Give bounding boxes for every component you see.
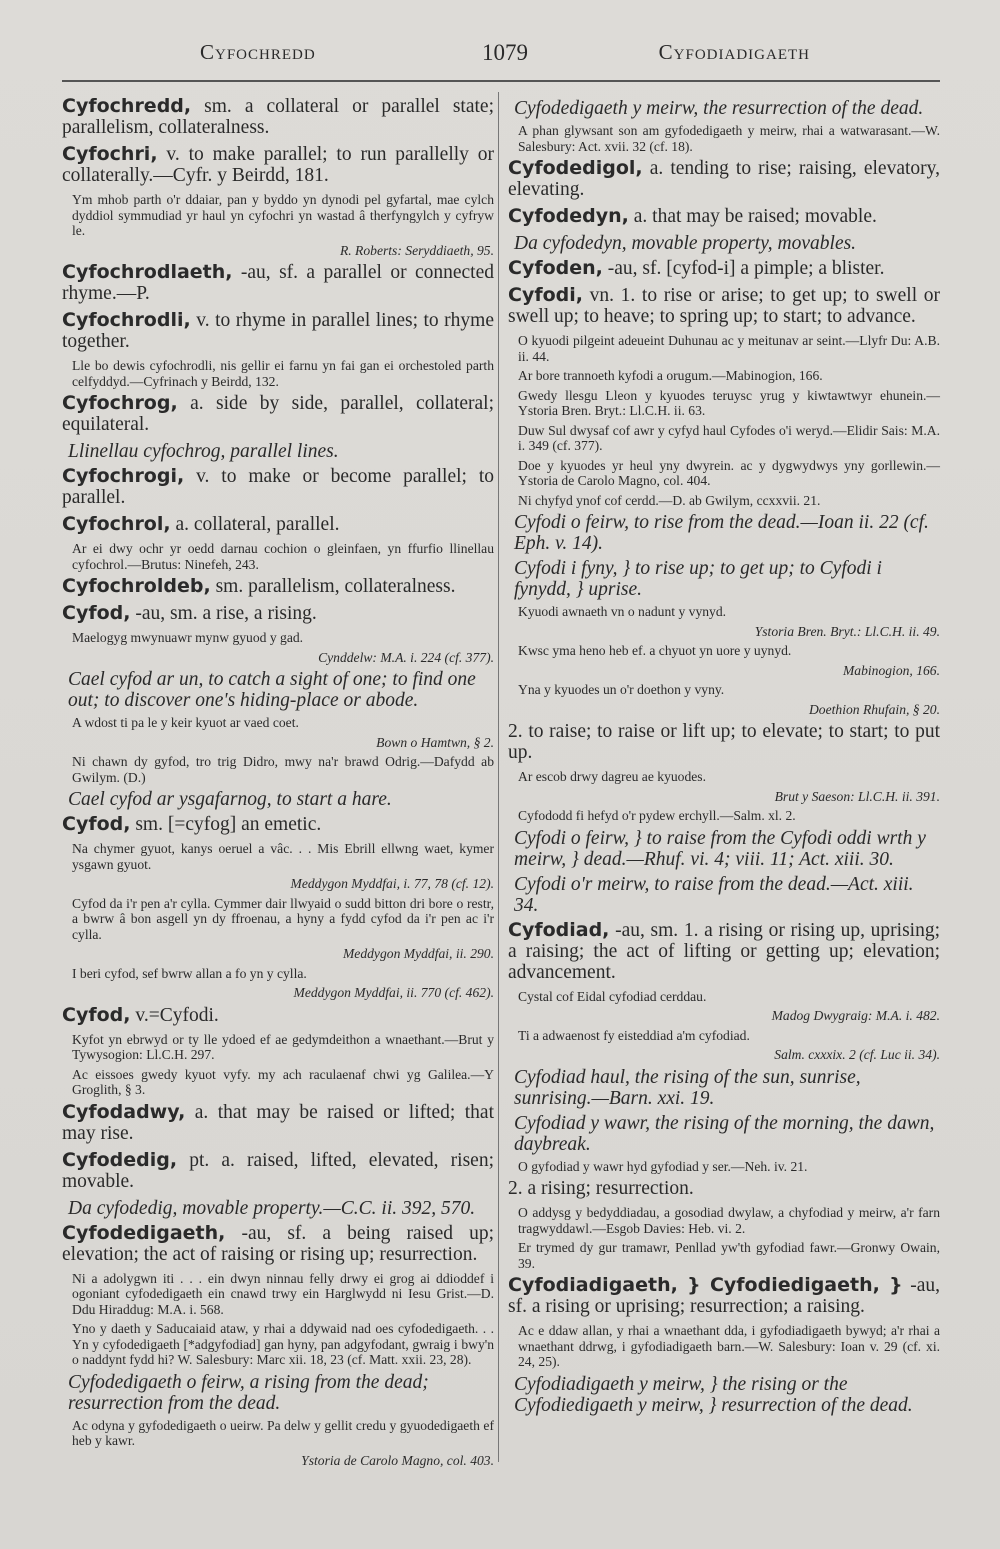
headword: Cyfodedigol, — [508, 157, 643, 179]
header-first-word: Cyfochredd — [200, 40, 316, 64]
phrase-entry: Cyfodiad y wawr, the rising of the morning, the dawn, daybreak. — [514, 1112, 935, 1155]
dictionary-entry — [62, 262, 494, 304]
header-rule — [62, 80, 940, 82]
headword: Cyfodedigaeth, — [62, 1221, 226, 1244]
header-last-word: Cyfodiadigaeth — [658, 40, 810, 64]
headword: Cyfochroldeb, — [62, 575, 211, 597]
definition: a. that may be raised or lifted; that may rise. — [62, 1101, 495, 1144]
dictionary-entry — [508, 1275, 940, 1317]
definition: sm. a collateral or parallel state; parallelism, collateralness. — [62, 96, 494, 138]
phrase-entry: Cael cyfod ar ysgafarnog, to start a hare. — [68, 789, 392, 810]
phrase-entry: Cyfodedigaeth y meirw, the resurrection of the dead. — [514, 98, 924, 119]
dictionary-entry — [508, 920, 940, 983]
dictionary-entry — [62, 1223, 494, 1265]
phrase-entry: Da cyfodedig, movable property.—C.C. ii. 392, 570. — [68, 1197, 476, 1219]
headword: Cyfoden, — [508, 257, 603, 279]
dictionary-entry — [62, 310, 494, 352]
citation-quote: O kyuodi pilgeint adeueint Duhunau ac y meitunav ar seint.—Llyfr Du: A.B. ii. 44. — [518, 333, 940, 364]
headword: Cyfochrogi, — [62, 465, 185, 487]
citation-quote: Er trymed dy gur tramawr, Penllad yw'th gyfodiad fawr.—Gronwy Owain, 39. — [518, 1240, 940, 1271]
citation-quote: Ni chawn dy gyfod, tro trig Didro, mwy na'r brawd Odrig.—Dafydd ab Gwilym. (D.) — [72, 754, 494, 785]
citation-source: Doethion Rhufain, § 20. — [808, 701, 940, 717]
phrase-entry: Cyfodi o feirw, to rise from the dead.—Ioan ii. 22 (cf. Eph. v. 14). — [514, 512, 929, 554]
citation-quote: Lle bo dewis cyfochrodli, nis gellir ei farnu yn fai gan ei orchestoled parth celfyddyd.—Cyfrinach y Beirdd, 132. — [72, 358, 494, 389]
page-number: 1079 — [482, 40, 528, 65]
citation-quote: Ar escob drwy dagreu ae kyuodes. — [518, 769, 706, 784]
headword: Cyfochrog, — [62, 392, 178, 414]
citation-quote: Duw Sul dwysaf cof awr y cyfyd haul Cyfodes o'i weryd.—Elidir Sais: M.A. i. 349 (cf. 377). — [518, 422, 940, 453]
left-column — [62, 96, 494, 1472]
definition: pt. a. raised, lifted, elevated, risen; movable. — [62, 1149, 494, 1192]
citation-quote: Doe y kyuodes yr heul yny dwyrein. ac y dygwydwys yny gorllewin.—Ystoria de Carolo Magno, col. 404. — [518, 457, 940, 488]
citation-quote: Kyuodi awnaeth vn o nadunt y vynyd. — [518, 604, 727, 619]
headword: Cyfochrodlaeth, — [62, 261, 233, 283]
dictionary-entry — [508, 158, 940, 200]
citation-quote: O gyfodiad y wawr hyd gyfodiad y ser.—Neh. iv. 21. — [518, 1158, 808, 1174]
citation-quote: Ar ei dwy ochr yr oedd darnau cochion o gleinfaen, yn ffurfio llinellau cyfochrol.—Brutus: Ninefeh, 243. — [72, 541, 494, 572]
citation-quote: Ym mhob parth o'r ddaiar, pan y byddo yn dynodi pel gyfartal, mae cylch dyddiol symmudiad yr haul yn cyfochri yn wastad â therfyngylch y cyfryw le. — [72, 192, 494, 238]
citation-source: Salm. cxxxix. 2 (cf. Luc ii. 34). — [774, 1047, 940, 1062]
dictionary-entry — [62, 576, 494, 597]
phrase-entry: Cyfodi i fyny, } to rise up; to get up; to Cyfodi i fynydd, } uprise. — [514, 558, 882, 600]
headword: Cyfod, — [62, 1003, 131, 1026]
phrase-entry: Cyfodi o feirw, } to raise from the Cyfodi oddi wrth y meirw, } dead.—Rhuf. vi. 4; viii. 11; Act. xiii. 30. — [514, 827, 926, 870]
citation-quote: Na chymer gyuot, kanys oeruel a vâc. . . Mis Ebrill ellwng waet, kymer ysgawn gyuot. — [72, 841, 494, 872]
citation-source: Madog Dwygraig: M.A. i. 482. — [771, 1008, 940, 1023]
headword: Cyfodiadigaeth, } Cyfodiedigaeth, } — [508, 1274, 903, 1296]
dictionary-entry — [62, 393, 494, 435]
dictionary-entry — [508, 721, 940, 763]
phrase-entry: Cyfodi o'r meirw, to raise from the dead.—Act. xiii. 34. — [514, 873, 914, 916]
dictionary-entry — [508, 285, 940, 327]
dictionary-entry — [62, 1150, 494, 1192]
definition: -au, sm. 1. a rising or rising up, uprising; a raising; the act of lifting or getting up; elevation; advancement. — [508, 919, 940, 983]
definition: a. that may be raised; movable. — [633, 206, 877, 227]
citation-quote: Kyfot yn ebrwyd or ty lle ydoed ef ae gedymdeithon a wnaethant.—Brut y Tywysogion: Ll.C.H. 297. — [72, 1031, 494, 1062]
citation-quote: Gwedy llesgu Lleon y kyuodes teruysc yrug y kiwtawtwyr ehunein.—Ystoria Bren. Bryt.: Ll.C.H. ii. 63. — [518, 387, 940, 418]
citation-quote: Cyfododd fi hefyd o'r pydew erchyll.—Salm. xl. 2. — [518, 808, 796, 823]
dictionary-entry — [62, 96, 494, 138]
phrase-entry: Cael cyfod ar un, to catch a sight of one; to find one out; to discover one's hiding-place or abode. — [68, 669, 476, 711]
citation-source: Brut y Saeson: Ll.C.H. ii. 391. — [774, 788, 940, 804]
definition: -au, sm. a rise, a rising. — [135, 603, 317, 624]
headword: Cyfodiad, — [508, 918, 610, 941]
headword: Cyfod, — [62, 602, 131, 624]
definition: v.=Cyfodi. — [135, 1004, 219, 1026]
definition: v. to rhyme in parallel lines; to rhyme together. — [62, 310, 494, 352]
right-column — [508, 96, 940, 1420]
citation-quote: Yna y kyuodes un o'r doethon y vyny. — [518, 682, 725, 697]
dictionary-entry — [508, 206, 940, 227]
citation-quote: Kwsc yma heno heb ef. a chyuot yn uore y uynyd. — [518, 643, 792, 658]
dictionary-entry — [62, 603, 494, 624]
headword: Cyfochrodli, — [62, 309, 191, 331]
citation-quote: Ni a adolygwn iti . . . ein dwyn ninnau felly drwy ei grog ai ddioddef i ogoniant cyfodedigaeth ein cnawd trwy ein Harglwydd ni Iesu Grist.—D. Ddu Hiraddug: M.A. i. 568. — [72, 1270, 494, 1317]
citation-quote: Ti a adwaenost fy eisteddiad a'm cyfodiad. — [518, 1027, 750, 1043]
citation-quote: Ac odyna y gyfodedigaeth o ueirw. Pa delw y gellit credu y gyuodedigaeth ef heb y kawr. — [72, 1417, 494, 1448]
dictionary-entry — [62, 814, 494, 835]
citation-quote: A wdost ti pa le y keir kyuot ar vaed coet. — [72, 715, 299, 730]
definition: a. collateral, parallel. — [175, 514, 340, 535]
column-divider — [498, 92, 499, 1462]
citation-quote: O addysg y bedyddiadau, a gosodiad dwylaw, a chyfodiad y meirw, a'r farn tragwyddawl.—Esgob Davies: Heb. vi. 2. — [518, 1205, 940, 1236]
definition: v. to make parallel; to run parallelly or collaterally.—Cyfr. y Beirdd, 181. — [62, 144, 495, 186]
dictionary-entry — [62, 1005, 494, 1026]
definition: -au, sf. [cyfod-i] a pimple; a blister. — [607, 258, 885, 279]
headword: Cyfochri, — [62, 143, 158, 165]
citation-quote: Ar bore trannoeth kyfodi a orugum.—Mabinogion, 166. — [518, 368, 823, 383]
dictionary-entry — [62, 144, 494, 186]
citation-source: Ystoria Bren. Bryt.: Ll.C.H. ii. 49. — [754, 623, 940, 639]
definition: 2. to raise; to raise or lift up; to elevate; to start; to put up. — [508, 721, 940, 763]
headword: Cyfochrol, — [62, 513, 171, 535]
definition: a. side by side, parallel, collateral; equilateral. — [62, 393, 494, 435]
citation-quote: Cyfod da i'r pen a'r cylla. Cymmer dair llwyaid o sudd bitton dri bore o restr, a bwrw â bon asgell yn dy ffroenau, a hyny a fydd cyfod da i'r pen ac i'r cylla. — [72, 895, 494, 942]
definition: v. to make or become parallel; to parallel. — [62, 466, 494, 508]
citation-source: Meddygon Myddfai, ii. 770 (cf. 462). — [293, 985, 494, 1000]
headword: Cyfodi, — [508, 284, 583, 306]
running-header — [200, 40, 810, 74]
citation-quote: I beri cyfod, sef bwrw allan a fo yn y cylla. — [72, 965, 307, 981]
citation-source: Meddygon Myddfai, i. 77, 78 (cf. 12). — [290, 876, 494, 891]
citation-source: Mabinogion, 166. — [842, 662, 940, 678]
definition: vn. 1. to rise or arise; to get up; to swell or swell up; to heave; to spring up; to start; to advance. — [508, 285, 941, 327]
definition: sm. [=cyfog] an emetic. — [135, 814, 322, 835]
definition: -au, sf. a being raised up; elevation; the act of raising or rising up; resurrection. — [62, 1222, 495, 1265]
definition: -au, sf. a parallel or connected rhyme.—P. — [62, 262, 494, 304]
citation-quote: Cystal cof Eidal cyfodiad cerddau. — [518, 988, 707, 1004]
headword: Cyfochredd, — [62, 95, 192, 117]
headword: Cyfod, — [62, 813, 131, 835]
definition: a. tending to rise; raising, elevatory, elevating. — [508, 158, 940, 200]
definition: -au, sf. a rising or uprising; resurrection; a raising. — [508, 1275, 941, 1317]
dictionary-entry — [508, 1178, 940, 1199]
citation-quote: Ac e ddaw allan, y rhai a wnaethant dda, i gyfodiadigaeth bywyd; a'r rhai a wnaethant ddrwg, i gyfodiadigaeth barn.—W. Salesbury: Ioan v. 29 (cf. xi. 24, 25). — [518, 1323, 940, 1369]
citation-source: Cynddelw: M.A. i. 224 (cf. 377). — [318, 649, 494, 665]
dictionary-entry — [62, 466, 494, 508]
citation-quote: Yno y daeth y Saducaiaid ataw, y rhai a ddywaid nad oes cyfodedigaeth. . . Yn y cyfodedigaeth [*adgyfodiad] gan hyny, pan adgyfodant, gwraig i bwy'n o naddynt fydd hi? W. Salesbury: Marc xii. 18, 23 (cf. Matt. xxii. 23, 28). — [72, 1321, 494, 1367]
citation-quote: Ni chyfyd ynof cof cerdd.—D. ab Gwilym, ccxxvii. 21. — [518, 492, 821, 508]
citation-source: Meddygon Myddfai, ii. 290. — [342, 946, 494, 961]
dictionary-entry — [62, 1102, 494, 1144]
phrase-entry: Da cyfodedyn, movable property, movables. — [514, 233, 857, 254]
headword: Cyfodadwy, — [62, 1100, 186, 1123]
citation-source: Bown o Hamtwn, § 2. — [376, 734, 494, 750]
dictionary-entry — [62, 514, 494, 535]
headword: Cyfodedyn, — [508, 205, 629, 227]
definition: 2. a rising; resurrection. — [508, 1178, 694, 1199]
phrase-entry: Cyfodiad haul, the rising of the sun, sunrise, sunrising.—Barn. xxi. 19. — [514, 1066, 861, 1109]
citation-source: Ystoria de Carolo Magno, col. 403. — [301, 1452, 494, 1468]
citation-quote: Maelogyg mwynuawr mynw gyuod y gad. — [72, 630, 304, 645]
phrase-entry: Cyfodiadigaeth y meirw, } the rising or the Cyfodiedigaeth y meirw, } resurrection of the dead. — [514, 1373, 913, 1416]
dictionary-entry — [508, 258, 940, 279]
definition: sm. parallelism, collateralness. — [215, 576, 456, 597]
headword: Cyfodedig, — [62, 1148, 178, 1171]
phrase-entry: Cyfodedigaeth o feirw, a rising from the dead; resurrection from the dead. — [68, 1371, 429, 1414]
citation-quote: A phan glywsant son am gyfodedigaeth y meirw, rhai a watwarasant.—W. Salesbury: Act. xvii. 32 (cf. 18). — [518, 123, 940, 154]
citation-source: R. Roberts: Seryddiaeth, 95. — [339, 242, 494, 258]
phrase-entry: Llinellau cyfochrog, parallel lines. — [68, 441, 339, 462]
citation-quote: Ac eissoes gwedy kyuot vyfy. my ach raculaenaf chwi yg Galilea.—Y Groglith, § 3. — [72, 1066, 494, 1097]
